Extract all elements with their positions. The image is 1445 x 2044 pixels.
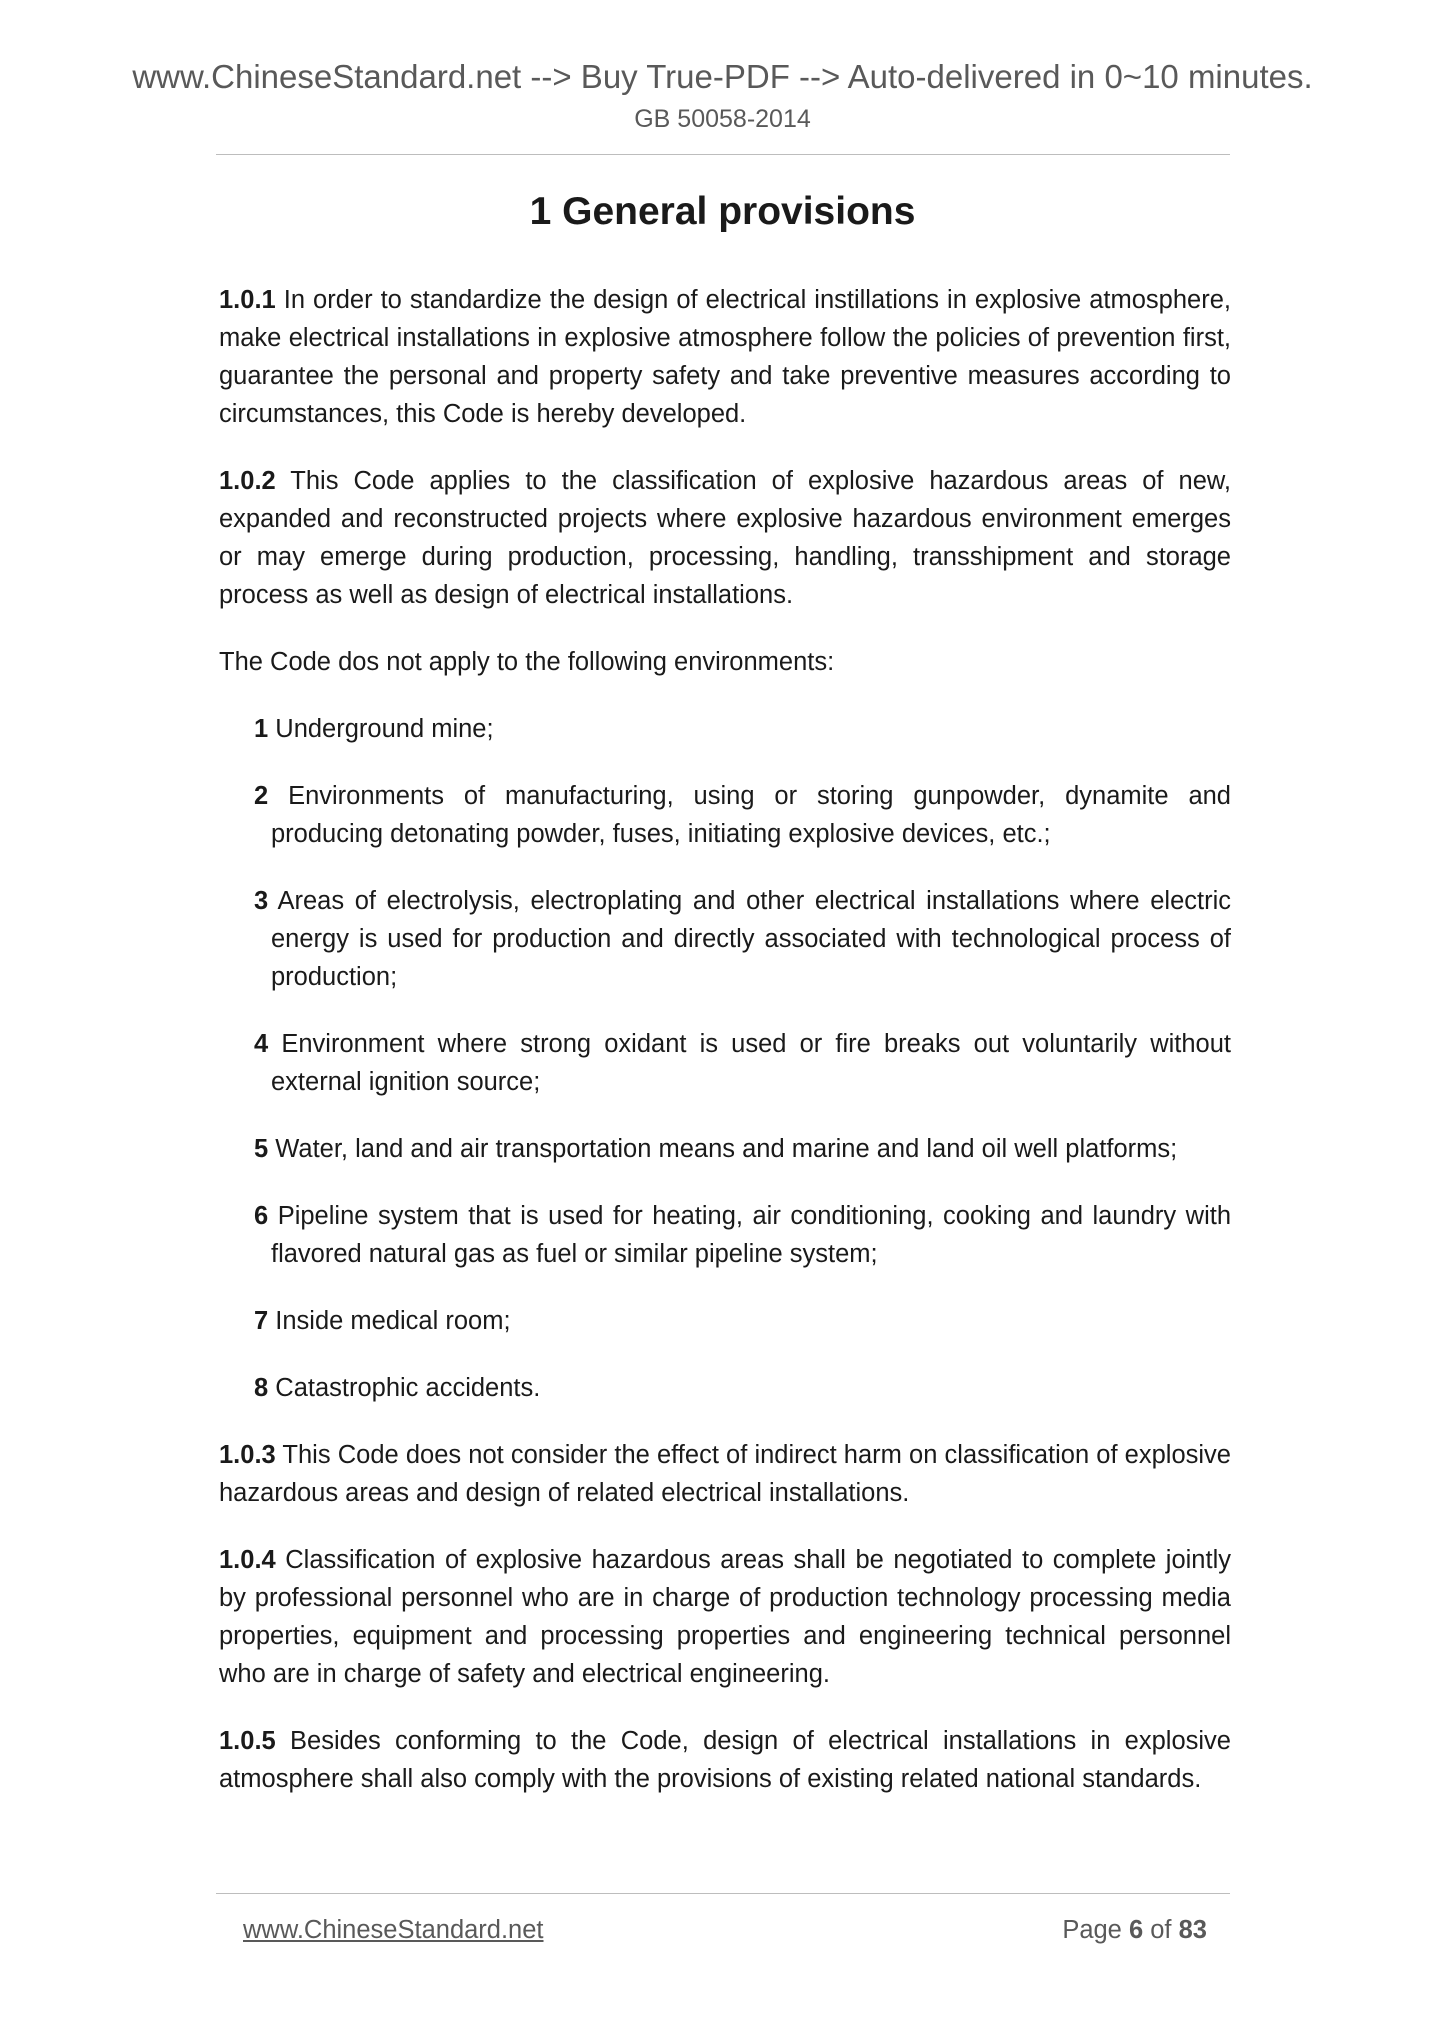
- header-banner: www.ChineseStandard.net --> Buy True-PDF --> Auto-delivered in 0~10 minutes.: [132, 58, 1313, 95]
- page-title: 1 General provisions: [529, 190, 916, 233]
- list-item: [254, 1197, 1231, 1273]
- clause-1-0-2: [219, 462, 1231, 614]
- clause-number: 1.0.1: [219, 286, 276, 314]
- item-text: Catastrophic accidents.: [275, 1374, 541, 1402]
- item-number: 6: [254, 1202, 269, 1230]
- exclusion-intro: The Code dos not apply to the following environments:: [219, 648, 835, 676]
- item-text: Pipeline system that is used for heating, air conditioning, cooking and laundry with flavored natural gas as fuel or similar pipeline system;: [271, 1202, 1231, 1268]
- item-text: Underground mine;: [275, 715, 494, 743]
- page-label: Page: [1062, 1916, 1122, 1944]
- clause-1-0-5: [219, 1722, 1231, 1798]
- list-item: [254, 1025, 1231, 1101]
- page-total: 83: [1178, 1916, 1207, 1944]
- clause-1-0-3: [219, 1436, 1231, 1512]
- item-number: 2: [254, 782, 269, 810]
- item-text: Water, land and air transportation means and marine and land oil well platforms;: [275, 1135, 1178, 1163]
- clause-number: 1.0.3: [219, 1441, 276, 1469]
- footer-site-link[interactable]: www.ChineseStandard.net: [243, 1916, 544, 1944]
- page-current: 6: [1128, 1916, 1144, 1944]
- item-number: 7: [254, 1307, 269, 1335]
- clause-number: 1.0.4: [219, 1546, 276, 1574]
- item-number: 1: [254, 715, 269, 743]
- standard-code: GB 50058-2014: [634, 105, 811, 133]
- item-number: 5: [254, 1135, 269, 1163]
- item-text: Inside medical room;: [275, 1307, 511, 1335]
- item-number: 4: [254, 1030, 269, 1058]
- page-number: [1062, 1916, 1207, 1945]
- clause-text: Besides conforming to the Code, design of electrical installations in explosive atmosphere shall also comply with the provisions of existing related national standards.: [219, 1727, 1231, 1793]
- list-item: [254, 1302, 1231, 1340]
- list-item: [254, 710, 1231, 748]
- clause-1-0-1: [219, 281, 1231, 433]
- clause-text: This Code applies to the classification of explosive hazardous areas of new, expanded and reconstructed projects where explosive hazardous environment emerges or may emerge during production, processing, handling, transshipment and storage process as well as design of electrical installations.: [219, 467, 1231, 609]
- clause-text: Classification of explosive hazardous areas shall be negotiated to complete jointly by professional personnel who are in charge of production technology processing media properties, equipment and processing properties and engineering technical personnel who are in charge of safety and electrical engineering.: [219, 1546, 1231, 1688]
- list-item: [254, 1130, 1231, 1168]
- page-of: of: [1150, 1916, 1172, 1944]
- clause-number: 1.0.2: [219, 467, 276, 495]
- footer-divider: [216, 1893, 1230, 1894]
- item-text: Environment where strong oxidant is used or fire breaks out voluntarily without external ignition source;: [271, 1030, 1231, 1096]
- header-divider: [216, 154, 1230, 155]
- item-text: Areas of electrolysis, electroplating and other electrical installations where electric energy is used for production and directly associated with technological process of production;: [271, 887, 1231, 991]
- clause-1-0-4: [219, 1541, 1231, 1693]
- clause-text: This Code does not consider the effect of indirect harm on classification of explosive hazardous areas and design of related electrical installations.: [219, 1441, 1231, 1507]
- clause-number: 1.0.5: [219, 1727, 276, 1755]
- list-item: [254, 882, 1231, 996]
- document-body: [219, 281, 1231, 1827]
- list-item: [254, 1369, 1231, 1407]
- clause-text: In order to standardize the design of electrical instillations in explosive atmosphere, make electrical installations in explosive atmosphere follow the policies of prevention first, guarantee the personal and property safety and take preventive measures according to circumstances, this Code is hereby developed.: [219, 286, 1231, 428]
- item-number: 8: [254, 1374, 269, 1402]
- item-text: Environments of manufacturing, using or storing gunpowder, dynamite and producing detonating powder, fuses, initiating explosive devices, etc.;: [271, 782, 1231, 848]
- list-item: [254, 777, 1231, 853]
- item-number: 3: [254, 887, 269, 915]
